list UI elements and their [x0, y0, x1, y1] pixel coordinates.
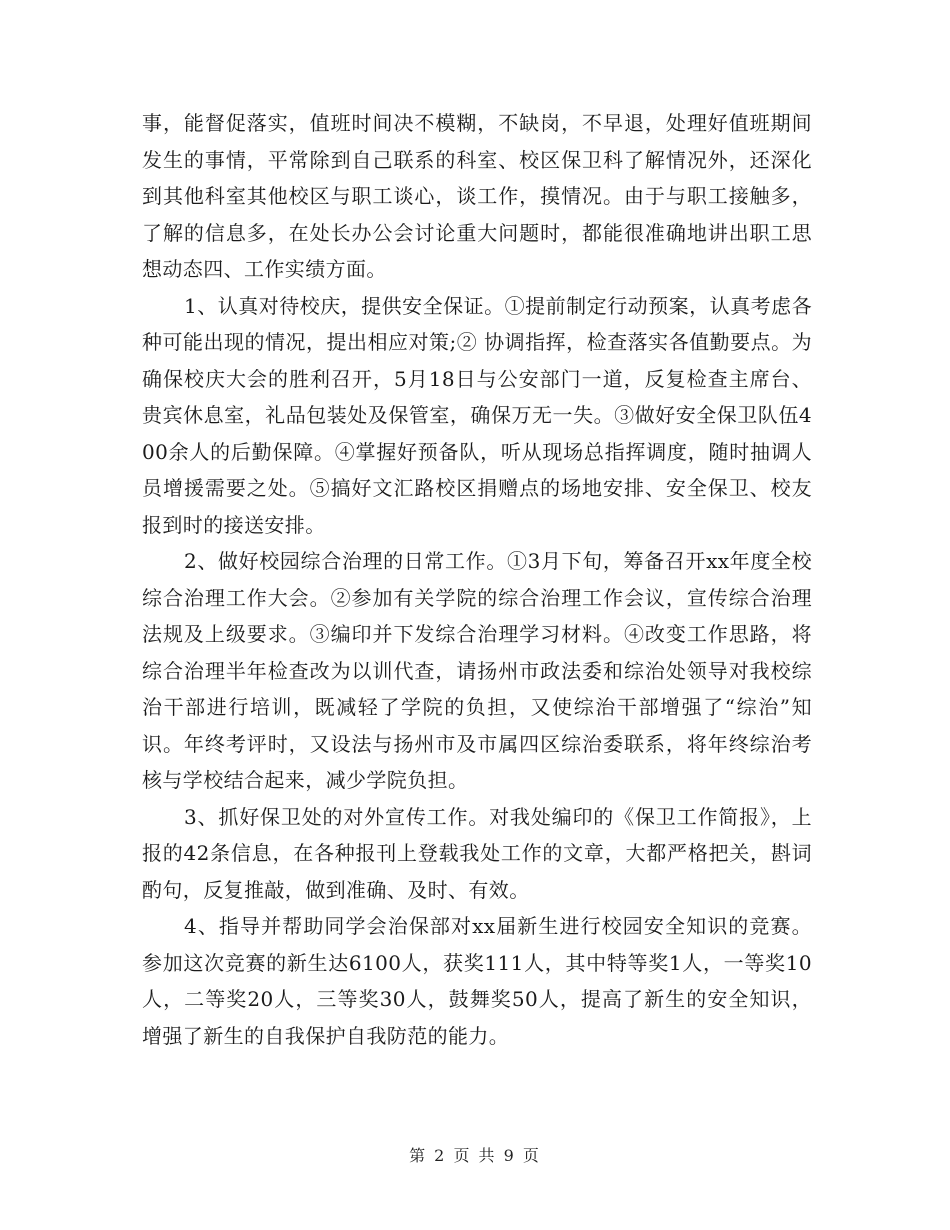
paragraph-item-3: 3、抓好保卫处的对外宣传工作。对我处编印的《保卫工作简报》，上报的42条信息，在各种报刊上登载我处工作的文章，大都严格把关，斟词酌句，反复推敲，做到准确、及时、有效。	[142, 804, 812, 902]
page-footer: 第 2 页 共 9 页	[409, 1146, 541, 1165]
document-body	[142, 105, 812, 1054]
paragraph-item-2: 2、做好校园综合治理的日常工作。①3月下旬，筹备召开xx年度全校综合治理工作大会。②参加有关学院的综合治理工作会议，宣传综合治理法规及上级要求。③编印并下发综合治理学习材料。④改变工作思路，将综合治理半年检查改为以训代查，请扬州市政法委和综治处领导对我校综治干部进行培训，既减轻了学院的负担，又使综治干部增强了“综治”知识。年终考评时，又设法与扬州市及市属四区综治委联系，将年终综治考核与学校结合起来，减少学院负担。	[142, 549, 812, 792]
paragraph-item-4: 4、指导并帮助同学会治保部对xx届新生进行校园安全知识的竞赛。参加这次竞赛的新生达6100人，获奖111人，其中特等奖1人，一等奖10人，二等奖20人，三等奖30人，鼓舞奖50人，提高了新生的安全知识，增强了新生的自我保护自我防范的能力。	[142, 914, 812, 1048]
paragraph-continuation: 事，能督促落实，值班时间决不模糊，不缺岗，不早退，处理好值班期间发生的事情，平常除到自己联系的科室、校区保卫科了解情况外，还深化到其他科室其他校区与职工谈心，谈工作，摸情况。由于与职工接触多，了解的信息多，在处长办公会讨论重大问题时，都能很准确地讲出职工思想动态四、工作实绩方面。	[142, 111, 812, 281]
paragraph-item-1: 1、认真对待校庆，提供安全保证。①提前制定行动预案，认真考虑各种可能出现的情况，提出相应对策;② 协调指挥，检查落实各值勤要点。为确保校庆大会的胜利召开，5月18日与公安部门一道，反复检查主席台、贵宾休息室，礼品包装处及保管室，确保万无一失。③做好安全保卫队伍400余人的后勤保障。④掌握好预备队，听从现场总指挥调度，随时抽调人员增援需要之处。⑤搞好文汇路校区捐赠点的场地安排、安全保卫、校友报到时的接送安排。	[142, 293, 812, 537]
